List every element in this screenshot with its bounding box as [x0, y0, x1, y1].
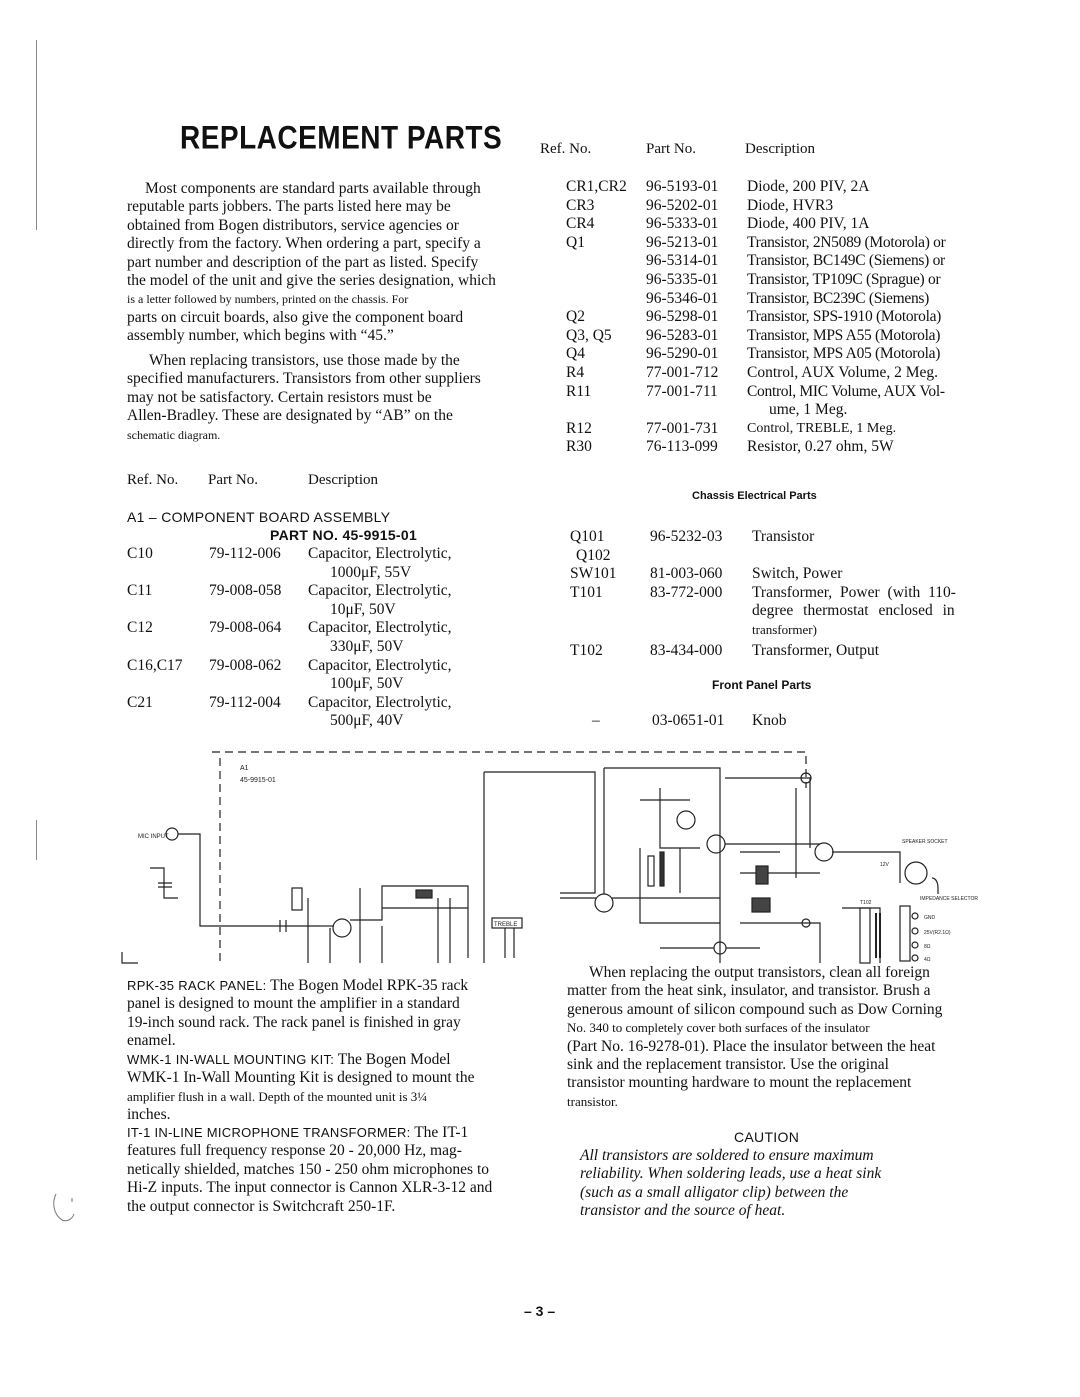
accessory-name: IT-1 IN-LINE MICROPHONE TRANSFORMER:: [127, 1125, 411, 1140]
ref-cell: R30: [566, 438, 592, 456]
ref-cell: C21: [127, 693, 153, 711]
desc-cell: 10μF, 50V: [330, 600, 396, 618]
caution-line: All transistors are soldered to ensure maximum: [580, 1147, 874, 1164]
table-row: [570, 642, 990, 661]
transistor-note-line: When replacing transistors, use those made by the: [149, 352, 460, 369]
table-row: [566, 438, 986, 457]
table-row: [570, 547, 990, 566]
part-cell: 96-5333-01: [646, 215, 719, 233]
output-note-line: transistor mounting hardware to mount the replacement: [567, 1074, 912, 1092]
accessory-text: The IT-1: [410, 1124, 469, 1141]
desc-cell: 330μF, 50V: [330, 637, 404, 655]
part-cell: 96-5202-01: [646, 196, 719, 214]
table-row: [570, 621, 990, 640]
part-cell: 96-5290-01: [646, 345, 719, 363]
intro-line: assembly number, which begins with “45.”: [127, 327, 394, 345]
part-cell: 77-001-712: [646, 363, 719, 381]
desc-cell: Capacitor, Electrolytic,: [308, 656, 452, 674]
ref-cell: Q101: [570, 528, 605, 545]
intro-line: parts on circuit boards, also give the component board: [127, 308, 464, 326]
table-row: [566, 401, 986, 420]
scan-margin-line: [36, 40, 37, 230]
accessory-text: the output connector is Switchcraft 250-1F.: [127, 1197, 396, 1215]
transformer-t102-icon: [860, 908, 870, 963]
ref-cell: CR3: [566, 196, 595, 214]
table-row: [566, 234, 986, 253]
desc-cell: Transformer, Output: [752, 641, 880, 659]
desc-cell: ume, 1 Meg.: [769, 401, 848, 419]
speaker-socket-label: SPEAKER SOCKET: [902, 839, 948, 845]
right-header-ref: Ref. No.: [540, 141, 592, 157]
board-number-label: 45-9915-01: [240, 777, 276, 784]
desc-cell: Diode, HVR3: [747, 196, 834, 214]
part-cell: 96-5232-03: [650, 528, 723, 545]
mic-input-label: MIC INPUT: [138, 834, 169, 840]
board-label: A1: [240, 765, 249, 772]
caution-line: reliability. When soldering leads, use a heat sink: [580, 1165, 882, 1183]
board-parts-table: [127, 545, 527, 731]
part-cell: 96-5213-01: [646, 233, 719, 251]
intro-line: Most components are standard parts available through: [145, 180, 481, 197]
ref-cell: CR4: [566, 215, 595, 233]
desc-cell: Capacitor, Electrolytic,: [308, 619, 452, 637]
resistor-r8-icon: [416, 890, 432, 898]
desc-cell: Control, MIC Volume, AUX Vol-: [747, 382, 945, 400]
desc-cell: Transistor, BC239C (Siemens): [747, 289, 930, 307]
table-row: [566, 178, 986, 197]
table-row: [566, 271, 986, 290]
accessory-text: enamel.: [127, 1032, 176, 1050]
desc-cell: Knob: [752, 712, 787, 729]
part-cell: 96-5193-01: [646, 178, 719, 195]
output-note-line: When replacing the output transistors, clean all foreign: [589, 964, 930, 981]
desc-cell: 1000μF, 55V: [330, 563, 412, 581]
table-row: [566, 290, 986, 309]
right-header-part: Part No.: [646, 141, 696, 157]
transistor-note-line: may not be satisfactory. Certain resistors must be: [127, 388, 432, 406]
caution-text: [580, 1147, 930, 1221]
8-ohm-terminal-label: 8Ω: [924, 944, 931, 950]
t102-label: T102: [860, 900, 872, 906]
part-cell: 83-772-000: [650, 583, 723, 601]
desc-cell: Transistor, TP109C (Sprague) or: [747, 270, 941, 288]
ref-cell: R4: [566, 363, 585, 381]
table-row: [127, 601, 527, 620]
terminal-icon: [912, 928, 918, 934]
ref-cell: CR1,CR2: [566, 178, 627, 195]
accessory-rpk35: [127, 977, 529, 1051]
ref-cell: C10: [127, 545, 153, 562]
accessory-text: amplifier flush in a wall. Depth of the mounted unit is 3¼: [127, 1088, 428, 1104]
impedance-selector-label: IMPEDANCE SELECTOR: [920, 896, 978, 902]
terminal-icon: [912, 942, 918, 948]
resistor-r28-icon: [756, 866, 768, 884]
desc-cell: Transistor, MPS A05 (Motorola): [747, 345, 941, 363]
part-cell: 79-112-004: [209, 693, 281, 711]
desc-cell: Transistor: [752, 528, 815, 545]
table-row: [127, 657, 527, 676]
board-part-number: PART NO. 45-9915-01: [270, 527, 418, 543]
transistor-q4-icon: [707, 835, 725, 853]
binder-hole-mark-icon: [50, 1190, 80, 1226]
page-number: – 3 –: [524, 1303, 556, 1319]
speaker-socket-icon: [905, 862, 927, 884]
accessory-text: Hi-Z inputs. The input connector is Cannon XLR-3-12 and: [127, 1179, 493, 1197]
wire: [932, 878, 938, 894]
part-cell: 79-112-006: [209, 545, 281, 562]
scan-margin-line: [36, 820, 37, 860]
desc-cell: Capacitor, Electrolytic,: [308, 545, 452, 562]
part-cell: 96-5283-01: [646, 326, 719, 344]
transistor-q2-icon: [595, 894, 613, 912]
intro-line: part number and description of the part as listed. Specify: [127, 253, 479, 271]
12v-label: 12V: [880, 862, 889, 868]
gnd-terminal-label: GND: [924, 915, 936, 921]
capacitor-c10-icon: [158, 883, 172, 887]
desc-cell: Transistor, BC149C (Siemens) or: [747, 252, 945, 270]
desc-cell: degree thermostat enclosed in: [752, 602, 955, 620]
accessory-text: WMK-1 In-Wall Mounting Kit is designed to mount the: [127, 1069, 475, 1087]
transformer-core-icon: [876, 913, 880, 958]
table-row: [566, 197, 986, 216]
desc-cell: Resistor, 0.27 ohm, 5W: [747, 438, 894, 456]
ref-cell: C12: [127, 619, 153, 637]
ref-cell: T101: [570, 583, 603, 601]
transistor-note-line: schematic diagram.: [127, 427, 221, 442]
part-cell: 96-5314-01: [646, 252, 719, 270]
transistor-q1-icon: [333, 919, 351, 937]
accessory-text: inches.: [127, 1106, 171, 1124]
ref-cell: R12: [566, 419, 592, 437]
treble-label: TREBLE: [494, 922, 518, 928]
part-cell: 76-113-099: [646, 438, 718, 456]
ref-cell: T102: [570, 641, 603, 659]
desc-cell: Diode, 400 PIV, 1A: [747, 215, 870, 233]
impedance-selector-icon: [900, 906, 910, 961]
25v-terminal-label: 25V(R2.1Ω): [924, 930, 951, 936]
ref-cell: C16,C17: [127, 656, 183, 674]
output-note-line: (Part No. 16-9278-01). Place the insulator between the heat: [567, 1037, 936, 1055]
right-header-desc: Description: [745, 141, 815, 157]
part-cell: 79-008-058: [209, 582, 282, 600]
ref-cell: R11: [566, 382, 592, 400]
part-cell: 81-003-060: [650, 565, 723, 583]
intro-line: the model of the unit and give the series designation, which: [127, 272, 496, 290]
table-row: [127, 638, 527, 657]
desc-cell: Capacitor, Electrolytic,: [308, 693, 452, 711]
table-row: [127, 712, 527, 731]
table-row: [570, 712, 990, 731]
schematic-diagram: [120, 748, 978, 976]
desc-cell: transformer): [752, 621, 817, 637]
front-panel-section-title: Front Panel Parts: [712, 678, 812, 692]
chassis-section-title: Chassis Electrical Parts: [692, 490, 817, 502]
accessory-name: RPK-35 RACK PANEL:: [127, 978, 267, 993]
desc-cell: Switch, Power: [752, 565, 843, 583]
accessory-text: features full frequency response 20 - 20,000 Hz, mag-: [127, 1142, 462, 1160]
output-note-line: transistor.: [567, 1093, 618, 1109]
intro-line: obtained from Bogen distributors, service agencies or: [127, 216, 459, 234]
accessory-text: The Bogen Model RPK-35 rack: [266, 977, 469, 994]
table-row: [566, 308, 986, 327]
caution-line: transistor and the source of heat.: [580, 1202, 786, 1220]
intro-line: reputable parts jobbers. The parts listed here may be: [127, 198, 451, 216]
wire: [640, 788, 700, 848]
intro-line: is a letter followed by numbers, printed on the chassis. For: [127, 292, 409, 307]
terminal-icon: [912, 913, 918, 919]
part-cell: 77-001-731: [646, 419, 719, 437]
ground-symbol-icon: [122, 952, 138, 963]
left-header-ref: Ref. No.: [127, 472, 179, 488]
wire: [484, 772, 595, 963]
output-note-line: sink and the replacement transistor. Use the original: [567, 1056, 889, 1074]
intro-paragraph: [127, 180, 525, 346]
diode-cr3-icon: [648, 856, 654, 886]
table-row: [570, 602, 990, 621]
table-row: [127, 619, 527, 638]
ref-cell: Q4: [566, 345, 585, 363]
output-transistor-note: [567, 964, 970, 1111]
chassis-parts-table: [570, 528, 990, 660]
part-cell: 79-008-062: [209, 656, 282, 674]
right-parts-table: [566, 178, 986, 457]
accessory-text: panel is designed to mount the amplifier in a standard: [127, 995, 460, 1013]
ref-cell: C11: [127, 582, 153, 600]
part-cell: 79-008-064: [209, 619, 282, 637]
caution-line: (such as a small alligator clip) between the: [580, 1183, 849, 1201]
left-header-part: Part No.: [208, 472, 258, 488]
desc-cell: Control, TREBLE, 1 Meg.: [747, 420, 897, 436]
transistor-q5-icon: [815, 843, 833, 861]
part-cell: 96-5346-01: [646, 289, 719, 307]
transistor-note-line: Allen-Bradley. These are designated by “AB” on the: [127, 407, 453, 425]
desc-cell: Capacitor, Electrolytic,: [308, 582, 452, 600]
table-row: [570, 565, 990, 584]
ref-cell: Q102: [576, 546, 611, 564]
front-panel-table: [570, 712, 990, 731]
desc-cell: Transistor, 2N5089 (Motorola) or: [747, 233, 946, 251]
capacitor-c2-icon: [260, 920, 320, 932]
desc-cell: Transistor, SPS-1910 (Motorola): [747, 308, 942, 326]
table-row: [570, 528, 990, 547]
table-row: [566, 327, 986, 346]
4-ohm-terminal-label: 4Ω: [924, 957, 931, 963]
transistor-note-line: specified manufacturers. Transistors from other suppliers: [127, 370, 481, 388]
table-row: [127, 545, 527, 564]
wire: [178, 834, 260, 926]
table-row: [127, 582, 527, 601]
desc-cell: Transformer, Power (with 110-: [752, 583, 956, 601]
part-cell: 96-5335-01: [646, 270, 719, 288]
desc-cell: Transistor, MPS A55 (Motorola): [747, 326, 941, 344]
table-row: [566, 345, 986, 364]
table-row: [566, 364, 986, 383]
desc-cell: Control, AUX Volume, 2 Meg.: [747, 363, 939, 381]
left-header-desc: Description: [308, 472, 378, 488]
table-row: [127, 675, 527, 694]
accessory-text: netically shielded, matches 150 - 250 ohm microphones to: [127, 1160, 490, 1178]
ref-cell: SW101: [570, 565, 617, 583]
table-row: [570, 584, 990, 603]
intro-line: directly from the factory. When ordering a part, specify a: [127, 235, 481, 253]
resistor-r6-icon: [292, 888, 302, 910]
capacitor-c13-icon: [660, 852, 664, 886]
table-row: [566, 383, 986, 402]
accessory-text: 19-inch sound rack. The rack panel is finished in gray: [127, 1013, 461, 1031]
part-cell: 83-434-000: [650, 641, 723, 659]
output-note-line: matter from the heat sink, insulator, and transistor. Brush a: [567, 982, 931, 1000]
desc-cell: 500μF, 40V: [330, 712, 404, 730]
board-outline: [212, 752, 806, 788]
output-note-line: generous amount of silicon compound such as Dow Corning: [567, 1000, 943, 1018]
accessory-wmk1: [127, 1051, 529, 1125]
terminal-icon: [912, 955, 918, 961]
accessory-text: The Bogen Model: [334, 1051, 451, 1068]
ref-cell: Q3, Q5: [566, 326, 612, 344]
table-row: [566, 252, 986, 271]
part-cell: 77-001-711: [646, 382, 718, 400]
ref-cell: Q2: [566, 308, 585, 326]
part-cell: 03-0651-01: [652, 712, 725, 729]
table-row: [127, 564, 527, 583]
resistor-r30-icon: [752, 898, 770, 912]
wire: [725, 778, 810, 878]
transistor-q3-icon: [677, 811, 695, 829]
board-assembly-title: A1 – COMPONENT BOARD ASSEMBLY: [127, 509, 391, 525]
desc-cell: 100μF, 50V: [330, 675, 404, 693]
accessory-it1: [127, 1124, 529, 1216]
ref-cell: Q1: [566, 233, 585, 251]
output-note-line: No. 340 to completely cover both surfaces of the insulator: [567, 1020, 870, 1036]
table-row: [566, 215, 986, 234]
page-title: REPLACEMENT PARTS: [180, 119, 503, 156]
ref-cell: –: [592, 712, 600, 729]
table-row: [566, 420, 986, 439]
accessory-name: WMK-1 IN-WALL MOUNTING KIT:: [127, 1052, 335, 1067]
table-row: [127, 694, 527, 713]
transistor-note: [127, 352, 529, 444]
desc-cell: Diode, 200 PIV, 2A: [747, 178, 870, 195]
caution-title: CAUTION: [734, 1129, 800, 1145]
part-cell: 96-5298-01: [646, 308, 719, 326]
